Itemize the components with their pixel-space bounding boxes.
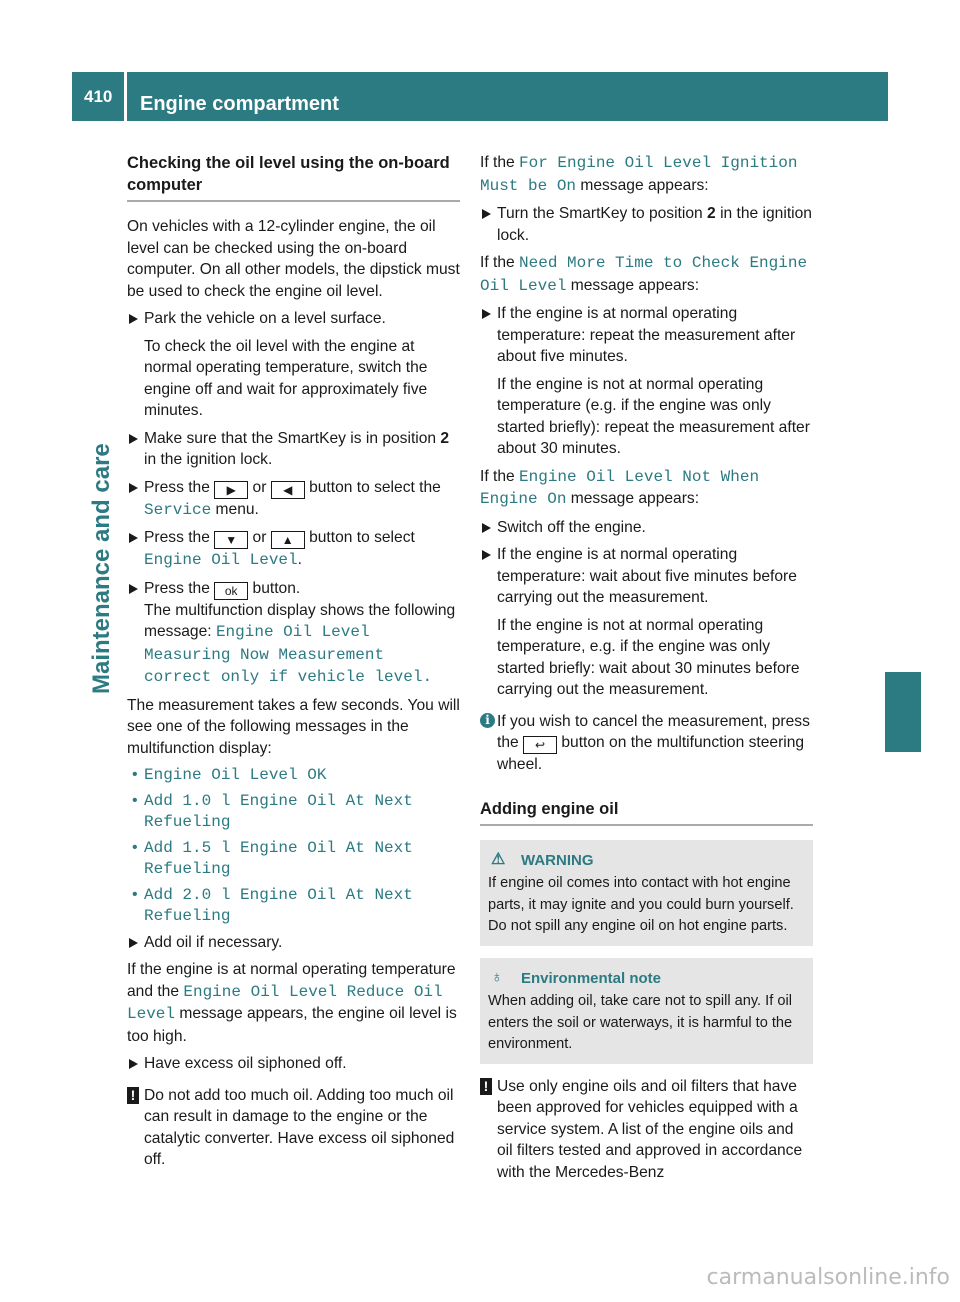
message-item: • Add 1.5 l Engine Oil At Next Refueling: [127, 838, 460, 881]
intro-paragraph: On vehicles with a 12-cylinder engine, the oil level can be checked using the on-board computer. On all other models, the dipstick must be used to check the engine oil level.: [127, 218, 460, 300]
warning-triangle-icon: ⚠: [491, 850, 506, 868]
adding-oil-heading: Adding engine oil: [480, 798, 813, 826]
step-wait-thirty: If the engine is not at normal operating temperature, e.g. if the engine was only started briefly: wait about 30 minutes before carrying out the measurement.: [497, 616, 800, 698]
step-select-service: Press the ▶ or ◀ button to select the Service menu.: [127, 477, 460, 522]
message-item: • Add 1.0 l Engine Oil At Next Refueling: [127, 791, 460, 834]
exclamation-icon: !: [480, 1078, 492, 1095]
step-select-oil-level: Press the ▼ or ▲ button to select Engine Oil Level.: [127, 527, 460, 572]
back-key-icon: ↩: [523, 736, 557, 754]
ignition-message-paragraph: If the For Engine Oil Level Ignition Must be On message appears:: [480, 154, 798, 195]
warning-title: WARNING: [521, 851, 594, 869]
step-smartkey: Make sure that the SmartKey is in position 2 in the ignition lock.: [127, 428, 460, 471]
info-note: i If you wish to cancel the measurement, press the ↩ button on the multifunction steering wheel.: [480, 711, 813, 776]
warning-box: [480, 840, 813, 946]
step-press-ok: Press the ok button.: [127, 578, 460, 600]
environment-title: Environmental note: [521, 969, 662, 987]
page-number: 410: [84, 87, 113, 106]
step-park-note: To check the oil level with the engine at normal operating temperature, switch the engine off and wait for approximately five minutes.: [144, 337, 428, 419]
step-siphon: Have excess oil siphoned off.: [127, 1053, 460, 1075]
step-wait-five: If the engine is at normal operating temperature: wait about five minutes before carrying out the measurement.: [480, 544, 813, 609]
step-repeat-thirty: If the engine is not at normal operating temperature (e.g. if the engine was only started briefly): repeat the measurement after about 30 minutes.: [497, 375, 810, 457]
side-tab-marker: [885, 672, 921, 752]
oil-approval-note: ! Use only engine oils and oil filters that have been approved for vehicles equipped with a service system. A list of the engine oils and oil filters tested and approved in accordance with the Mercedes-Benz: [480, 1076, 813, 1184]
not-when-on-paragraph: If the Engine Oil Level Not When Engine On message appears:: [480, 467, 760, 508]
page-header: [72, 72, 888, 121]
side-tab-label: Maintenance and care: [88, 443, 115, 694]
header-divider: [124, 72, 127, 121]
step-turn-smartkey: Turn the SmartKey to position 2 in the ignition lock.: [480, 203, 813, 246]
caution-note: ! Do not add too much oil. Adding too much oil can result in damage to the engine or the catalytic converter. Have excess oil siphoned off.: [127, 1085, 460, 1171]
environment-bulb-icon: ♁: [491, 968, 503, 986]
environment-box: [480, 958, 813, 1064]
left-arrow-key-icon: ◀: [271, 481, 305, 499]
info-icon: i: [480, 713, 495, 728]
left-column: [127, 152, 460, 1177]
watermark: carmanualsonline.info: [706, 1265, 950, 1290]
ok-key-icon: ok: [214, 582, 248, 600]
step-switch-off: Switch off the engine.: [480, 517, 813, 539]
warning-text: If engine oil comes into contact with hot engine parts, it may ignite and you could burn yourself. Do not spill any engine oil on hot engine parts.: [488, 875, 794, 934]
up-arrow-key-icon: ▲: [271, 531, 305, 549]
down-arrow-key-icon: ▼: [214, 531, 248, 549]
exclamation-icon: !: [127, 1087, 139, 1104]
message-item: • Add 2.0 l Engine Oil At Next Refueling: [127, 885, 460, 928]
step-press-ok-note: The multifunction display shows the following message: Engine Oil Level Measuring Now Measurement correct only if vehicle level.: [144, 601, 456, 686]
too-high-paragraph: If the engine is at normal operating temperature and the Engine Oil Level Reduce Oil Level message appears, the engine oil level is too high.: [127, 961, 457, 1045]
right-column: [480, 152, 813, 1189]
step-repeat-five: If the engine is at normal operating temperature: repeat the measurement after about five minutes.: [480, 303, 813, 368]
environment-text: When adding oil, take care not to spill any. If oil enters the soil or waterways, it is harmful to the environment.: [488, 993, 793, 1052]
need-time-paragraph: If the Need More Time to Check Engine Oil Level message appears:: [480, 254, 808, 295]
step-add-oil: Add oil if necessary.: [127, 932, 460, 954]
message-item: • Engine Oil Level OK: [127, 765, 460, 787]
step-park: Park the vehicle on a level surface.: [127, 308, 460, 330]
section-heading: Checking the oil level using the on-board computer: [127, 152, 460, 202]
right-arrow-key-icon: ▶: [214, 481, 248, 499]
page-title: Engine compartment: [140, 93, 339, 115]
measurement-paragraph: The measurement takes a few seconds. You will see one of the following messages in the multifunction display:: [127, 696, 460, 757]
